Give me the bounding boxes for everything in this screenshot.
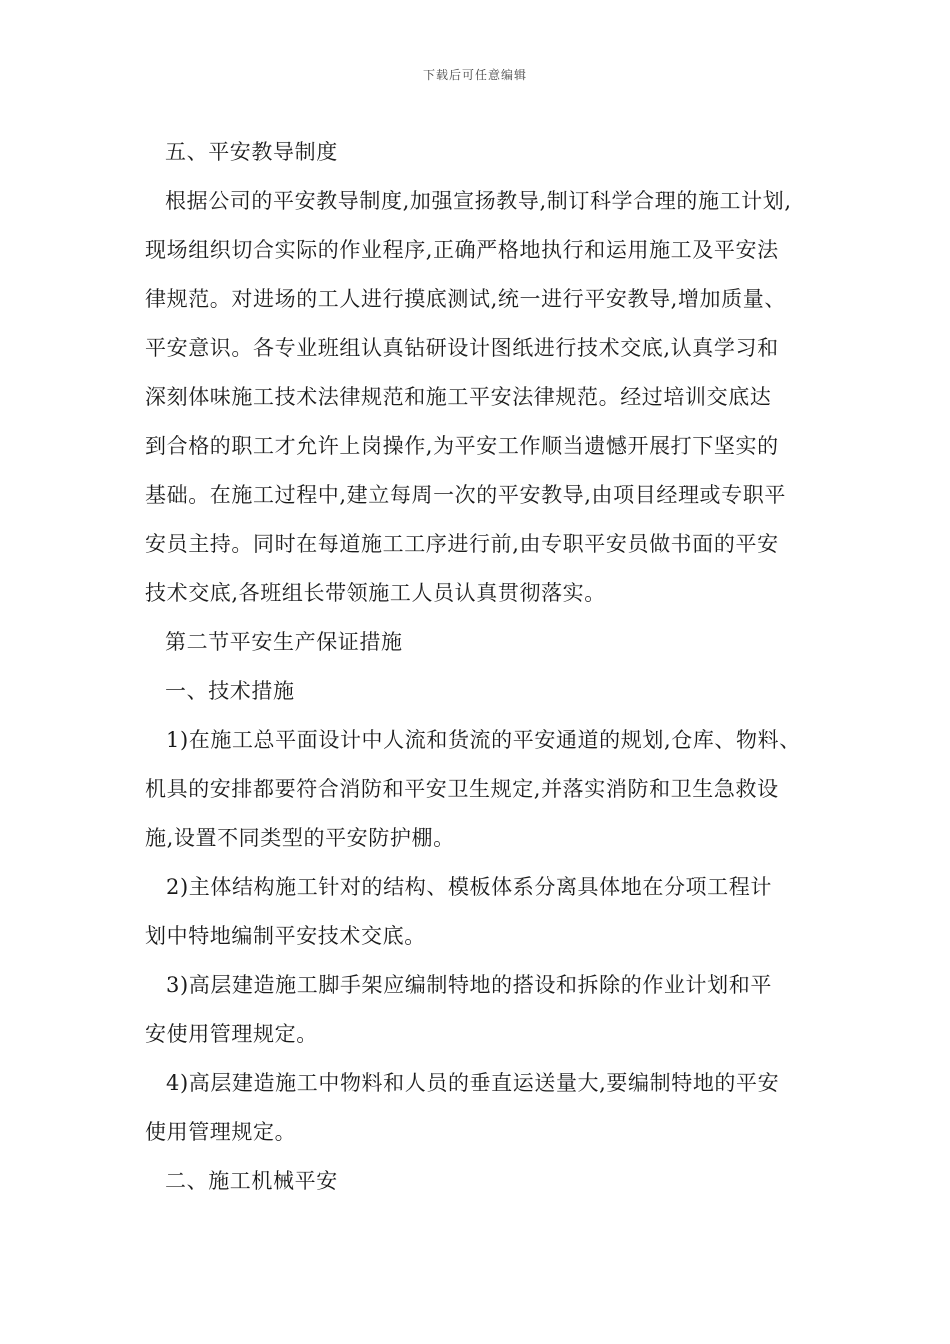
section-heading: 五、平安教导制度 <box>165 140 338 164</box>
paragraph-line: 4)高层建造施工中物料和人员的垂直运送量大,要编制特地的平安 <box>166 1071 780 1095</box>
paragraph-line: 平安意识。各专业班组认真钻研设计图纸进行技术交底,认真学习和 <box>145 336 779 360</box>
section-heading: 一、技术措施 <box>165 679 295 703</box>
document-body <box>145 132 825 1210</box>
paragraph-line: 机具的安排都要符合消防和平安卫生规定,并落实消防和卫生急救设 <box>145 777 779 801</box>
paragraph-line: 3)高层建造施工脚手架应编制特地的搭设和拆除的作业计划和平 <box>166 973 772 997</box>
paragraph-line: 深刻体味施工技术法律规范和施工平安法律规范。经过培训交底达 <box>145 385 772 409</box>
paragraph-line: 施,设置不同类型的平安防护棚。 <box>145 826 455 850</box>
paragraph-line: 律规范。对进场的工人进行摸底测试,统一进行平安教导,增加质量、 <box>145 287 786 311</box>
paragraph-line: 根据公司的平安教导制度,加强宣扬教导,制订科学合理的施工计划, <box>165 189 792 213</box>
paragraph-line: 现场组织切合实际的作业程序,正确严格地执行和运用施工及平安法 <box>145 238 779 262</box>
paragraph-line: 到合格的职工才允许上岗操作,为平安工作顺当遗憾开展打下坚实的 <box>145 434 779 458</box>
paragraph-line: 安使用管理规定。 <box>145 1022 318 1046</box>
section-heading: 二、施工机械平安 <box>165 1169 338 1193</box>
paragraph-line: 使用管理规定。 <box>145 1120 297 1144</box>
page-header-note: 下载后可任意编辑 <box>422 68 527 82</box>
paragraph-line: 2)主体结构施工针对的结构、模板体系分离具体地在分项工程计 <box>166 875 772 899</box>
paragraph-line: 划中特地编制平安技术交底。 <box>145 924 426 948</box>
section-heading: 第二节平安生产保证措施 <box>165 630 403 654</box>
paragraph-line: 安员主持。同时在每道施工工序进行前,由专职平安员做书面的平安 <box>145 532 779 556</box>
paragraph-line: 1)在施工总平面设计中人流和货流的平安通道的规划,仓库、物料、 <box>166 728 801 752</box>
paragraph-line: 技术交底,各班组长带领施工人员认真贯彻落实。 <box>145 581 606 605</box>
paragraph-line: 基础。在施工过程中,建立每周一次的平安教导,由项目经理或专职平 <box>145 483 786 507</box>
